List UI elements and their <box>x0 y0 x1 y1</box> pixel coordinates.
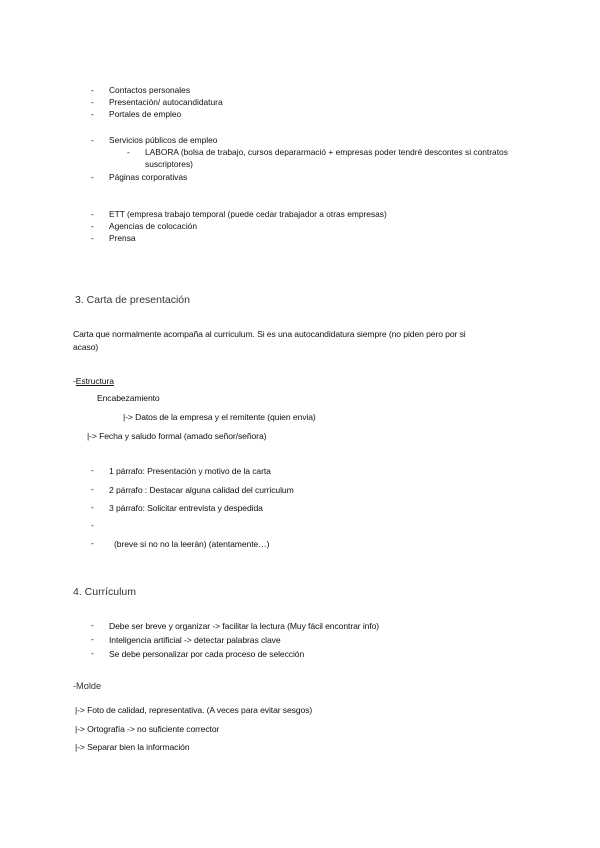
mold-item: |-> Ortografía -> no suficiente corrector <box>75 724 220 734</box>
sub-bullet: - <box>127 147 130 157</box>
bullet: - <box>91 135 94 145</box>
cover-letter-intro-line: Carta que normalmente acompaña al curriculum. Si es una autocandidatura siempre (no piden pero por si <box>73 329 466 339</box>
bullet: - <box>91 85 94 95</box>
bullet: - <box>91 109 94 119</box>
bullet: - <box>91 97 94 107</box>
bullet: - <box>91 484 94 494</box>
sub-list-item-continued: suscriptores) <box>145 159 193 169</box>
structure-prefix: - <box>73 376 76 386</box>
structure-label <box>73 375 114 387</box>
list-item: Prensa <box>109 233 136 243</box>
bullet: - <box>91 502 94 512</box>
bullet: - <box>91 221 94 231</box>
list-item: Contactos personales <box>109 85 191 95</box>
list-item: (breve si no no la leerán) (atentamente…) <box>114 539 270 549</box>
bullet: - <box>91 520 94 530</box>
list-item: Debe ser breve y organizar -> facilitar la lectura (Muy fácil encontrar info) <box>109 621 380 631</box>
list-item: Páginas corporativas <box>109 172 188 182</box>
list-item: 2 párrafo : Destacar alguna calidad del curriculum <box>109 485 294 495</box>
list-item: Se debe personalizar por cada proceso de selección <box>109 649 305 659</box>
list-item: ETT (empresa trabajo temporal (puede cedar trabajador a otras empresas) <box>109 209 387 219</box>
arrow-item: |-> Fecha y saludo formal (amado señor/señora) <box>87 431 267 441</box>
bullet: - <box>91 233 94 243</box>
bullet: - <box>91 538 94 548</box>
section-heading-cover-letter: 3. Carta de presentación <box>75 294 190 306</box>
bullet: - <box>91 209 94 219</box>
bullet: - <box>91 465 94 475</box>
mold-item: |-> Separar bien la información <box>75 742 190 752</box>
bullet: - <box>91 648 94 658</box>
list-item: Agencias de colocación <box>109 221 197 231</box>
list-item: Presentación/ autocandidatura <box>109 97 223 107</box>
cover-letter-intro-line: acaso) <box>73 342 99 352</box>
list-item: Inteligencia artificial -> detectar palabras clave <box>109 635 281 645</box>
bullet: - <box>91 172 94 182</box>
section-heading-curriculum: 4. Currículum <box>73 586 137 598</box>
header-label: Encabezamiento <box>97 393 160 403</box>
mold-label: -Molde <box>73 681 102 691</box>
bullet: - <box>91 620 94 630</box>
list-item: Servicios públicos de empleo <box>109 135 218 145</box>
mold-item: |-> Foto de calidad, representativa. (A veces para evitar sesgos) <box>75 705 313 715</box>
sub-list-item: LABORA (bolsa de trabajo, cursos depararmació + empresas poder tendré descontes si contratos <box>145 147 508 157</box>
list-item: 3 párrafo: Solicitar entrevista y despedida <box>109 503 263 513</box>
list-item: 1 párrafo: Presentación y motivo de la carta <box>109 466 271 476</box>
bullet: - <box>91 634 94 644</box>
list-item: Portales de empleo <box>109 109 182 119</box>
arrow-item: |-> Datos de la empresa y el remitente (quien envia) <box>123 412 316 422</box>
structure-title: Estructura <box>75 376 114 386</box>
